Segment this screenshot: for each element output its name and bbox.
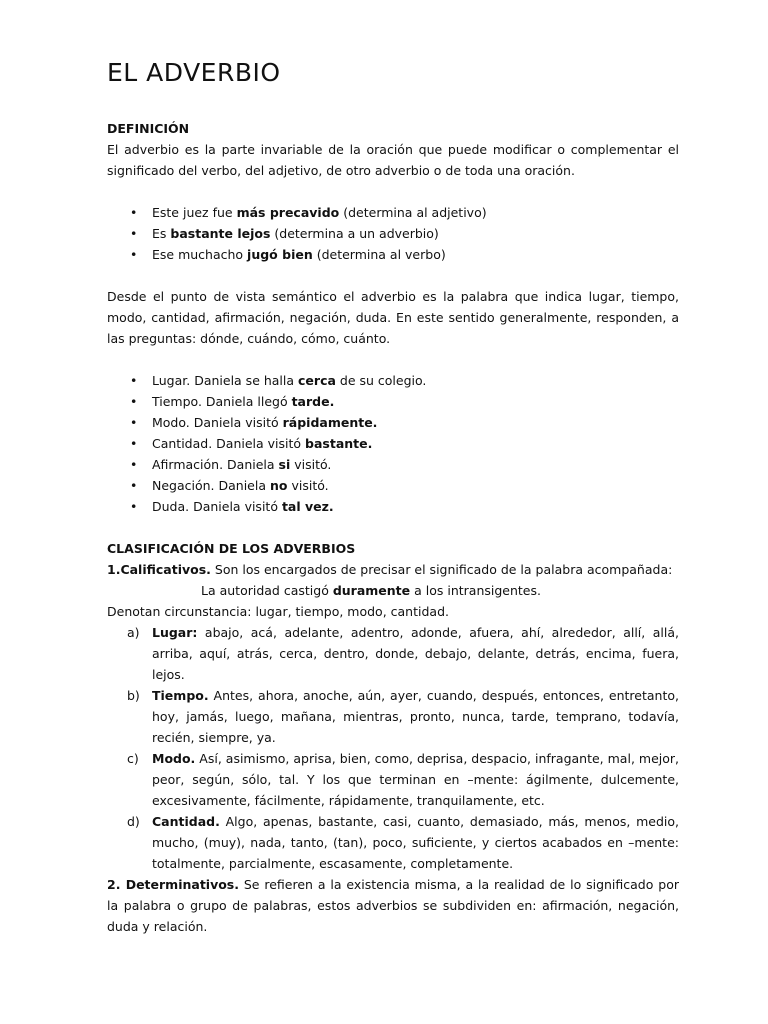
list-item: • Negación. Daniela no visitó. bbox=[107, 475, 679, 496]
definicion-heading: DEFINICIÓN bbox=[107, 121, 190, 136]
list-item: • Este juez fue más precavido (determina al adjetivo) bbox=[107, 202, 679, 223]
list-item: • Duda. Daniela visitó tal vez. bbox=[107, 496, 679, 517]
list-item: a) Lugar: abajo, acá, adelante, adentro, adonde, afuera, ahí, alrededor, allí, allá, arriba, aquí, atrás, cerca, dentro, donde, debajo, delante, detrás, encima, fuera, lejos. bbox=[127, 625, 679, 682]
list-item: • Cantidad. Daniela visitó bastante. bbox=[107, 433, 679, 454]
list-item: • Tiempo. Daniela llegó tarde. bbox=[107, 391, 679, 412]
list-item: • Afirmación. Daniela si visitó. bbox=[107, 454, 679, 475]
definicion-text: El adverbio es la parte invariable de la oración que puede modificar o complementar el significado del verbo, del adjetivo, de otro adverbio o de toda una oración. bbox=[107, 142, 679, 178]
list-item: • Lugar. Daniela se halla cerca de su colegio. bbox=[107, 370, 679, 391]
list-item: • Ese muchacho jugó bien (determina al verbo) bbox=[107, 244, 679, 265]
list-item: • Modo. Daniela visitó rápidamente. bbox=[107, 412, 679, 433]
list-item: b) Tiempo. Antes, ahora, anoche, aún, ayer, cuando, después, entonces, entretanto, hoy, jamás, luego, mañana, mientras, pronto, nunca, tarde, temprano, todavía, recién, siempre, ya. bbox=[127, 688, 679, 745]
denotan-line: Denotan circunstancia: lugar, tiempo, modo, cantidad. bbox=[107, 604, 449, 619]
page-title: EL ADVERBIO bbox=[107, 58, 281, 87]
examples-list-2 bbox=[107, 370, 679, 517]
clasificacion-heading: CLASIFICACIÓN DE LOS ADVERBIOS bbox=[107, 541, 356, 556]
calificativos-paragraph: 1.Calificativos. Son los encargados de precisar el significado de la palabra acompañada: bbox=[107, 562, 673, 577]
list-item: d) Cantidad. Algo, apenas, bastante, casi, cuanto, demasiado, más, menos, medio, mucho, (muy), nada, tanto, (tan), poco, suficiente, y ciertos acabados en –mente: totalmente, parcialmente, escasamente, completamente. bbox=[127, 814, 679, 871]
calificativos-list bbox=[107, 622, 679, 874]
list-item: • Es bastante lejos (determina a un adverbio) bbox=[107, 223, 679, 244]
calificativos-example: La autoridad castigó duramente a los intransigentes. bbox=[201, 583, 541, 598]
list-item: c) Modo. Así, asimismo, aprisa, bien, como, deprisa, despacio, infragante, mal, mejor, peor, según, sólo, tal. Y los que terminan en –mente: ágilmente, dulcemente, excesivamente, fácilmente, rápidamente, tranquilamente, etc. bbox=[127, 751, 679, 808]
semantic-paragraph: Desde el punto de vista semántico el adverbio es la palabra que indica lugar, tiempo, modo, cantidad, afirmación, negación, duda. En este sentido generalmente, responden, a las preguntas: dónde, cuándo, cómo, cuánto. bbox=[107, 289, 679, 346]
examples-list-1 bbox=[107, 202, 679, 265]
determinativos-paragraph: 2. Determinativos. Se refieren a la existencia misma, a la realidad de lo significado por la palabra o grupo de palabras, estos adverbios se subdividen en: afirmación, negación, duda y relación. bbox=[107, 877, 679, 934]
